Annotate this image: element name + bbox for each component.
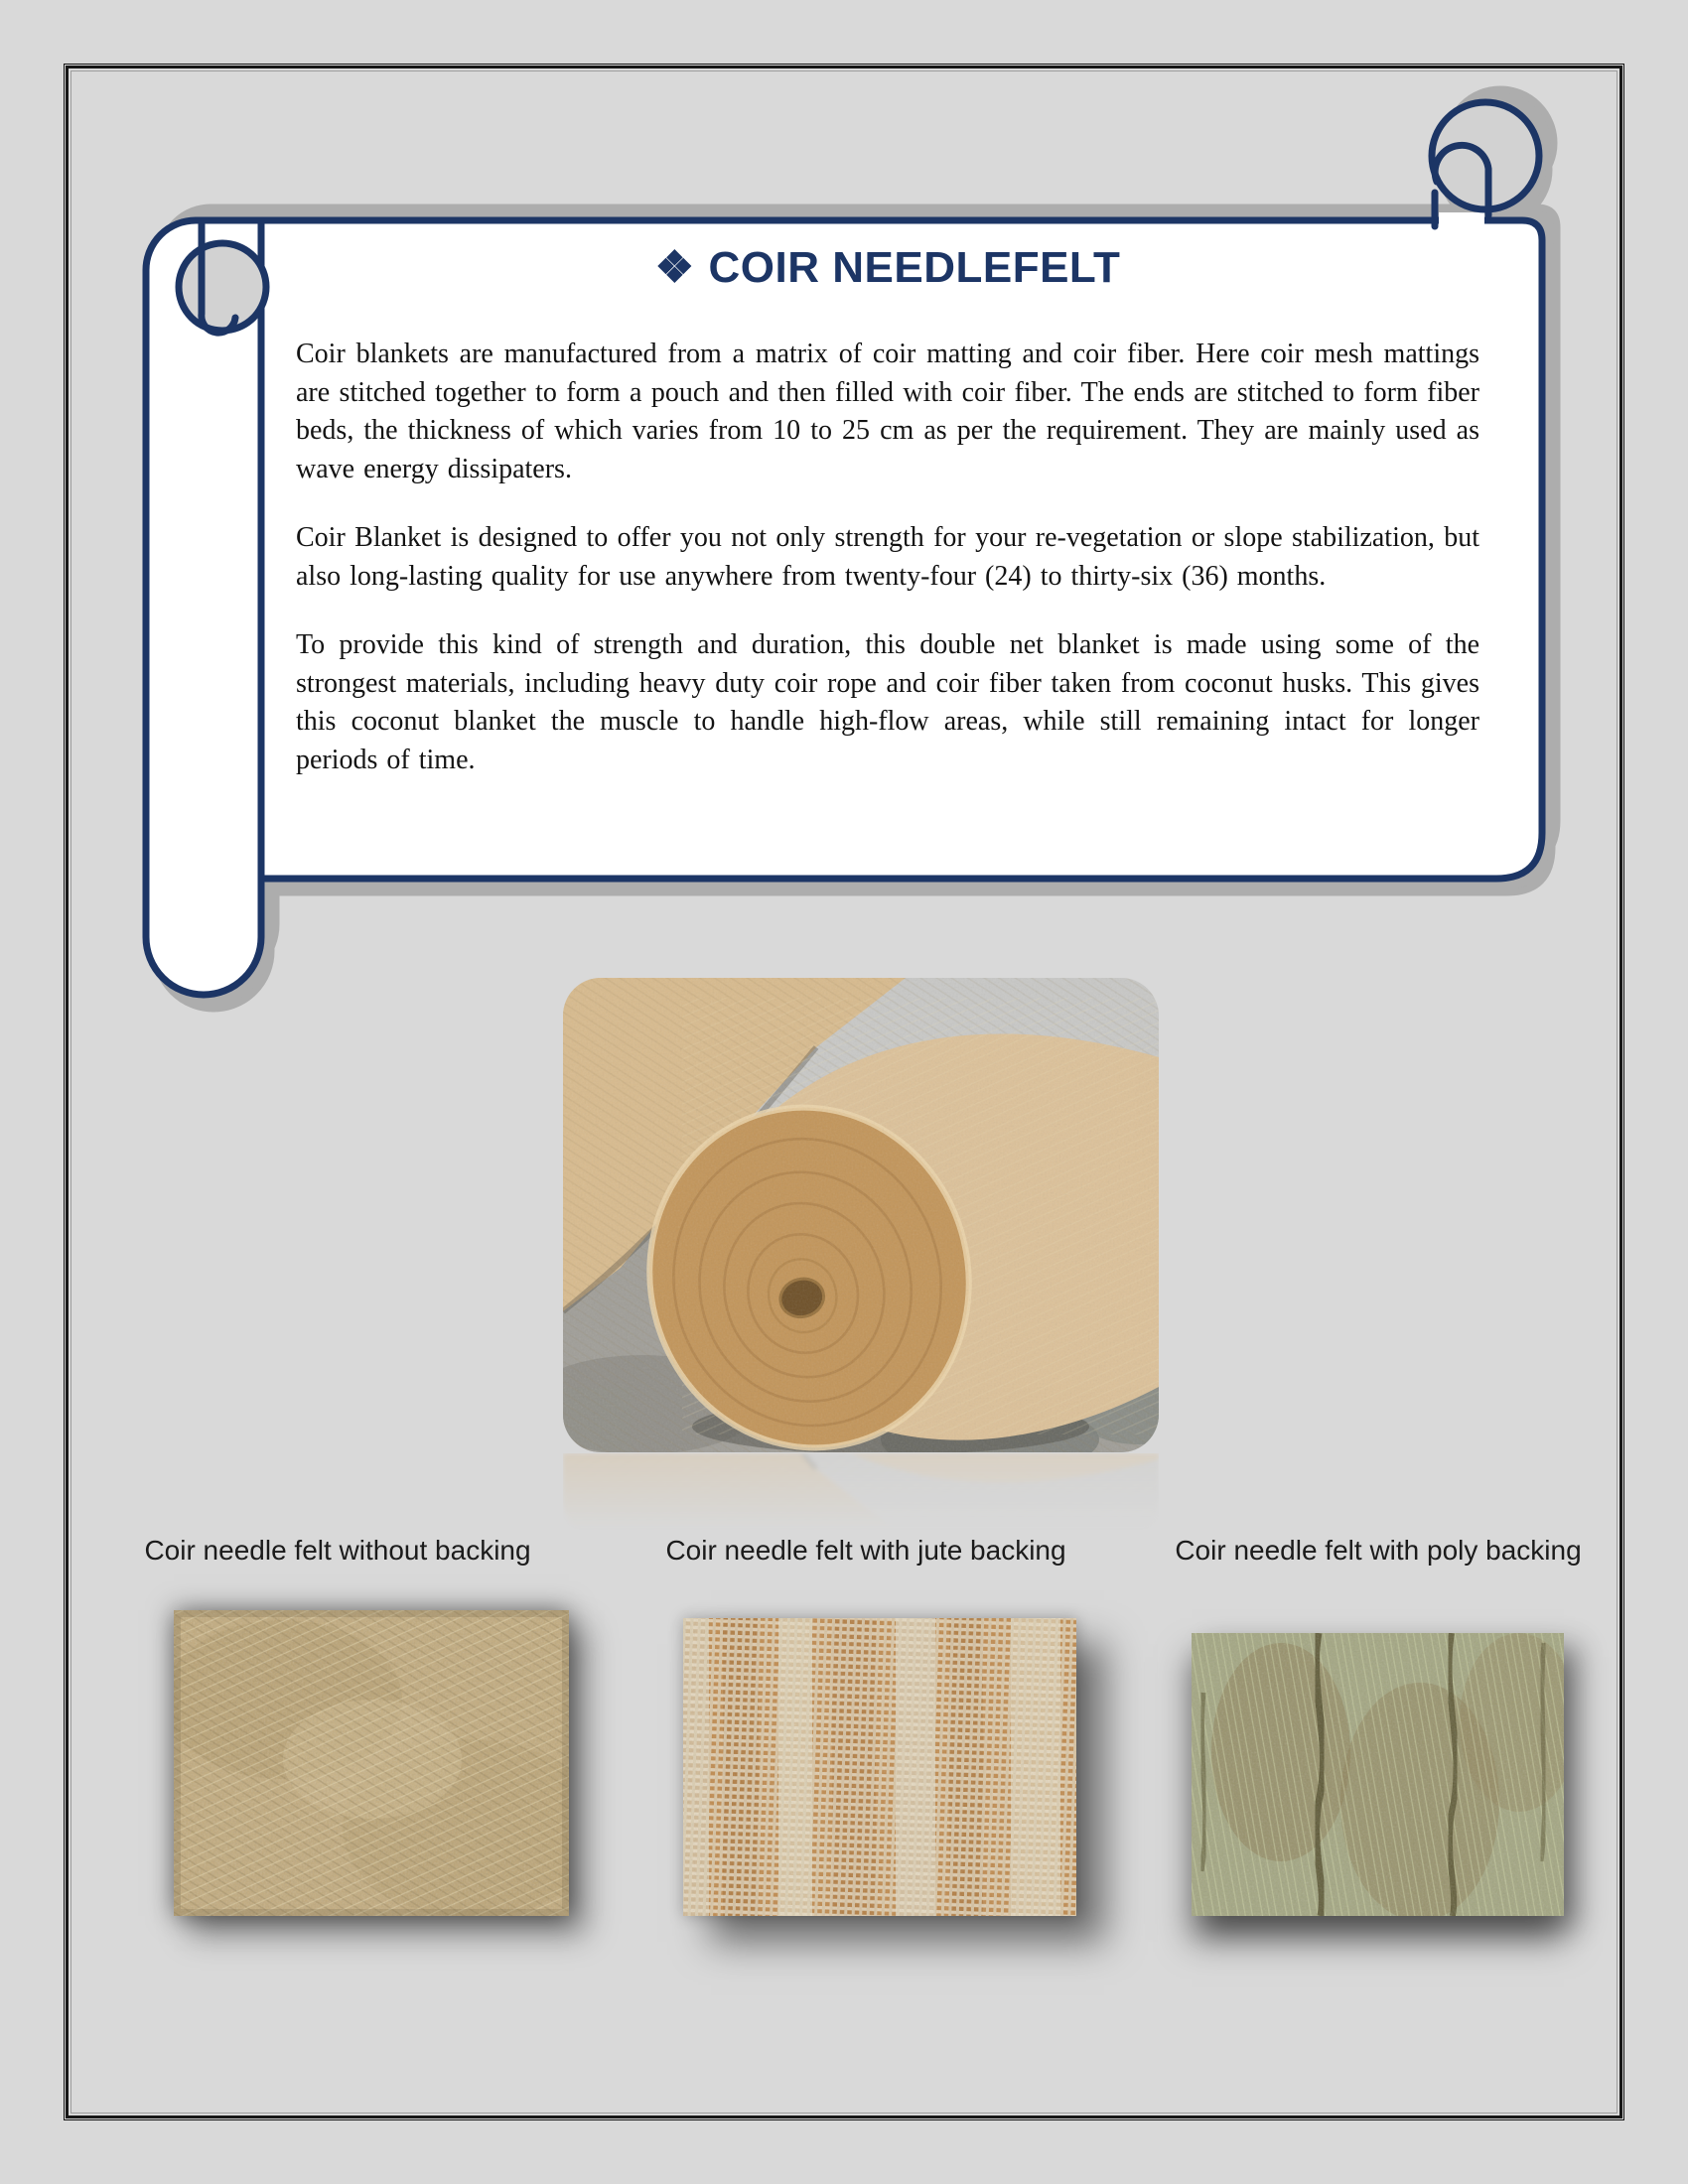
hero-photo-reflection [563, 1453, 1159, 1539]
gallery-caption-poly-backing: Coir needle felt with poly backing [1175, 1535, 1582, 1566]
gallery-photo-jute-backing [683, 1618, 1076, 1916]
diamond-bullet-icon: ❖ [654, 243, 695, 292]
paragraph: Coir blankets are manufactured from a matrix of coir matting and coir fiber. Here coir mesh mattings are stitched together to form a pouch and then filled with coir fiber. The ends are stitched to form fiber beds, the thickness of which varies from 10 to 25 cm as per the requirement. They are mainly used as wave energy dissipaters. [296, 339, 1479, 484]
gallery-caption-without-backing: Coir needle felt without backing [144, 1535, 531, 1566]
page-title-text: COIR NEEDLEFELT [708, 243, 1121, 292]
gallery-photo-without-backing [174, 1610, 569, 1916]
hero-photo-coir-roll [563, 978, 1159, 1452]
body-text [296, 336, 1479, 810]
paragraph: To provide this kind of strength and duration, this double net blanket is made using some of the strongest materials, including heavy duty coir rope and coir fiber taken from coconut husks. This gives this coconut blanket the muscle to handle high-flow areas, while still remaining intact for longer periods of time. [296, 629, 1479, 775]
gallery-caption-jute-backing: Coir needle felt with jute backing [665, 1535, 1066, 1566]
page-title [296, 242, 1479, 293]
gallery-photo-poly-backing [1192, 1633, 1564, 1916]
scroll-left-curl [179, 243, 266, 331]
paragraph: Coir Blanket is designed to offer you not only strength for your re-vegetation or slope stabilization, but also long-lasting quality for use anywhere from twenty-four (24) to thirty-six (36) months. [296, 522, 1479, 592]
